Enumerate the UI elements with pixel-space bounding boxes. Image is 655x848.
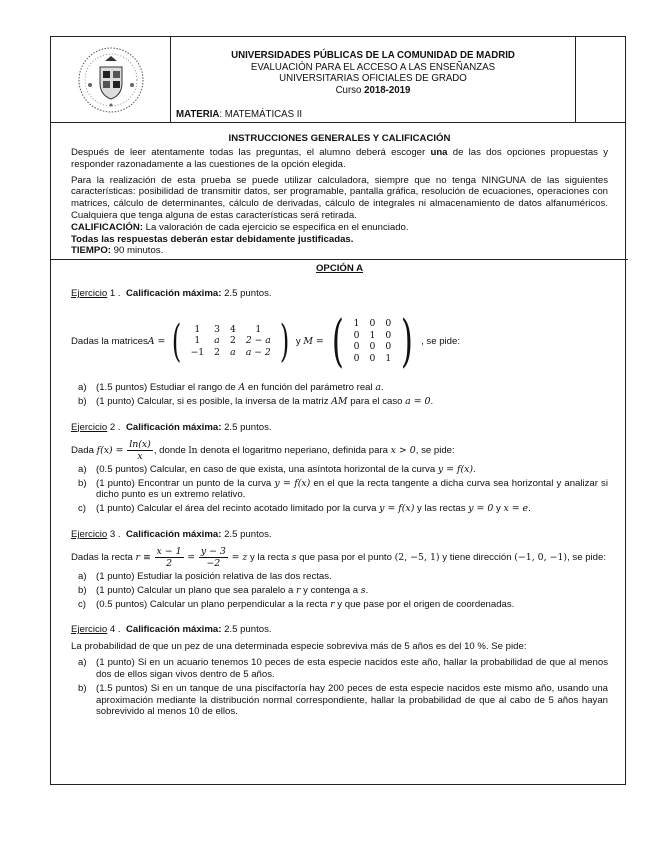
exercise-4-heading: Ejercicio 4 . Calificación máxima: 2.5 puntos. <box>71 624 272 636</box>
tiempo: TIEMPO: 90 minutos. <box>71 245 164 257</box>
seal-icon <box>76 45 146 115</box>
matrix-cell: 2 <box>229 335 236 347</box>
calificacion: CALIFICACIÓN: La valoración de cada ejercicio se especifica en el enunciado. <box>71 221 409 233</box>
exercise-3-item-c: c) (0.5 puntos) Calcular un plano perpendicular a la recta r y que pase por el origen de coordenadas. <box>78 598 515 610</box>
header-curso: Curso 2018-2019 <box>335 84 411 96</box>
matrix-a: ( 1 3 4 1 1 a 2 2 − a −1 2 a a − 2 ) <box>172 316 290 368</box>
matrix-cell: 1 <box>385 352 392 364</box>
exercise-4-item-a: a) (1 punto) Si en un acuario tenemos 10 peces de esta especie nacidos este año, hallar la probabilidad de que al menos dos de ellos sigan vivos dentro de 5 años. <box>78 657 608 680</box>
matrix-cell: 0 <box>353 341 360 353</box>
matrix-cell: 2 − a <box>245 335 271 347</box>
exercise-2-item-a: a) (0.5 puntos) Calcular, en caso de que exista, una asíntota horizontal de la curva y = f(x). <box>78 463 476 475</box>
matrix-cell: a <box>214 335 220 347</box>
header-text <box>170 37 576 122</box>
matrix-cell: 1 <box>255 323 262 335</box>
exercise-2-statement: Dada f(x) = $\frac{\ln(x)}{x}$ , donde ln denota el logaritmo neperiano, definida para x > 0, se pide: <box>71 438 455 462</box>
instructions-title: INSTRUCCIONES GENERALES Y CALIFICACIÓN <box>228 133 451 144</box>
exam-content <box>71 133 608 718</box>
exercise-1-statement: Dadas la matrices A = ( 1 3 4 1 1 a 2 2 − a −1 2 a a − 2 ) y M = ( 1 0 0 0 1 0 0 0 0 0 0 1 ) , se pide: <box>71 309 461 375</box>
header <box>51 37 625 123</box>
matrix-cell: 0 <box>385 329 392 341</box>
matrix-cell: 1 <box>194 323 201 335</box>
exercise-3-item-a: a) (1 punto) Estudiar la posición relativa de las dos rectas. <box>78 570 332 582</box>
exercise-3-heading: Ejercicio 3 . Calificación máxima: 2.5 puntos. <box>71 528 272 540</box>
matrix-cell: 4 <box>229 323 236 335</box>
matrix-m: ( 1 0 0 0 1 0 0 0 0 0 0 1 ) <box>331 309 414 375</box>
header-line-2: EVALUACIÓN PARA EL ACCESO A LAS ENSEÑANZAS <box>250 61 496 73</box>
matrix-cell: −1 <box>190 346 205 358</box>
exercise-1-item-a: a) (1.5 puntos) Estudiar el rango de A en función del parámetro real a. <box>78 382 384 394</box>
exercise-1-item-b: b) (1 punto) Calcular, si es posible, la inversa de la matriz AM para el caso a = 0. <box>78 395 434 407</box>
exam-frame <box>50 36 626 785</box>
matrix-cell: 0 <box>353 329 360 341</box>
matrix-cell: 1 <box>353 318 360 330</box>
exercise-1-heading: Ejercicio 1 . Calificación máxima: 2.5 puntos. <box>71 288 272 300</box>
matrix-cell: a <box>230 346 236 358</box>
instructions-p1: Después de leer atentamente todas las preguntas, el alumno deberá escoger una de las dos opciones propuestas y responder razonadamente a las cuestiones de la opción elegida. <box>71 147 608 170</box>
exercise-2-heading: Ejercicio 2 . Calificación máxima: 2.5 puntos. <box>71 421 272 433</box>
matrix-cell: 1 <box>194 335 201 347</box>
header-materia: MATERIA: MATEMÁTICAS II <box>176 109 303 120</box>
matrix-cell: 1 <box>369 329 376 341</box>
matrix-cell: 3 <box>214 323 220 335</box>
header-line-1: UNIVERSIDADES PÚBLICAS DE LA COMUNIDAD DE MADRID <box>231 50 515 61</box>
exercise-3-item-b: b) (1 punto) Calcular un plano que sea paralelo a r y contenga a s. <box>78 584 369 596</box>
header-right-box <box>575 37 625 122</box>
exercise-2-item-c: c) (1 punto) Calcular el área del recinto acotado limitado por la curva y = f(x) y las rectas y = 0 y x = e. <box>78 503 531 515</box>
university-seal <box>51 37 171 122</box>
matrix-cell: 0 <box>369 341 376 353</box>
matrix-cell: 0 <box>385 318 392 330</box>
matrix-cell: 0 <box>353 352 360 364</box>
matrix-cell: 0 <box>385 341 392 353</box>
exercise-3-statement: Dadas la recta r ≡ $\frac{x - 1}{2}$ = $\frac{y - 3}{-2}$ = z y la recta s que pasa por el punto (2, −5, 1) y tiene dirección (−1, 0, −1), se pide: <box>71 545 607 569</box>
option-title: OPCIÓN A <box>315 263 364 275</box>
exercise-4-item-b: b) (1.5 puntos) Si en un tanque de una piscifactoría hay 200 peces de esta especie nacidos este mismo año, usando una aproximación mediante la distribución normal correspondiente, hallar la probabilidad de que al cabo de 5 años hayan sobrevivido al menos 10 de ellos. <box>78 682 608 718</box>
exercise-4-statement: La probabilidad de que un pez de una determinada especie sobreviva más de 5 años es del 10 %. Se pide: <box>71 641 527 653</box>
matrix-cell: 0 <box>369 318 376 330</box>
header-line-3: UNIVERSITARIAS OFICIALES DE GRADO <box>279 73 467 84</box>
matrix-cell: 0 <box>369 352 376 364</box>
matrix-cell: a − 2 <box>245 346 271 358</box>
exercise-2-item-b: b) (1 punto) Encontrar un punto de la curva y = f(x) en el que la recta tangente a dicha curva sea horizontal y analizar si dicho punto es un extremo relativo. <box>78 477 608 501</box>
matrix-cell: 2 <box>214 346 220 358</box>
justification-note: Todas las respuestas deberán estar debidamente justificadas. <box>71 233 354 245</box>
instructions-p2: Para la realización de esta prueba se puede utilizar calculadora, siempre que no tenga NINGUNA de las siguientes características: posibilidad de transmitir datos, ser programable, pantalla gráfica, resolución de ecuaciones, operaciones con matrices, cálculo de determinantes, cálculo de derivadas, cálculo de integrales ni almacenamiento de datos alfanuméricos. Cualquiera que tenga alguna de estas características será retirada. <box>71 174 608 221</box>
